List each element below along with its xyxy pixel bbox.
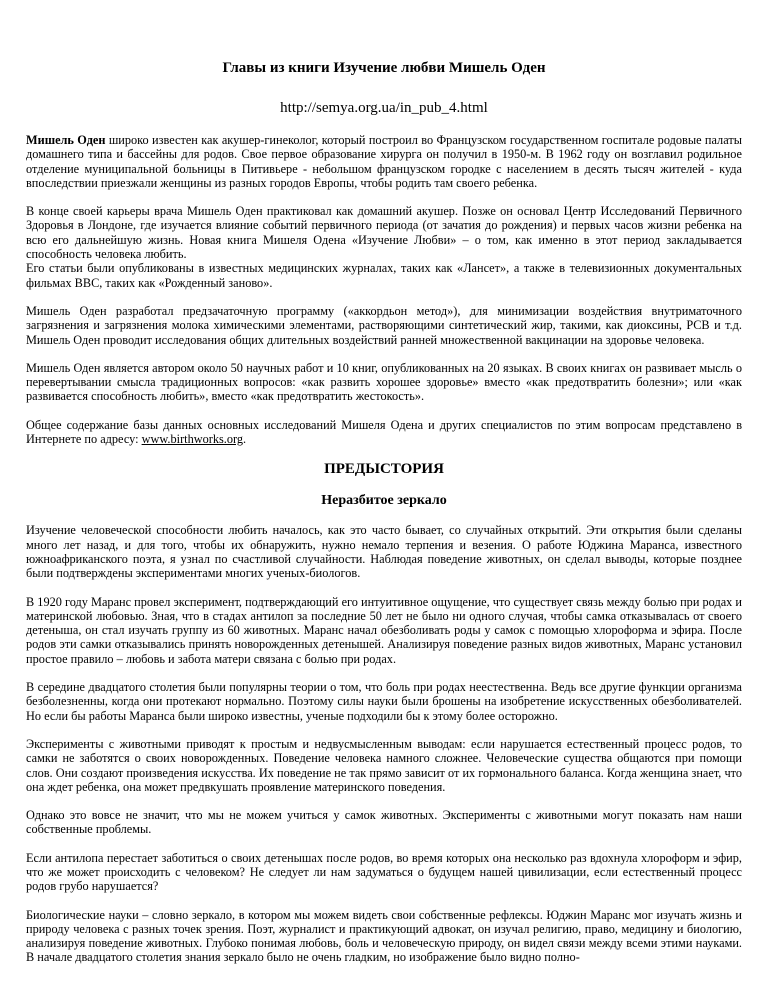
body-paragraph-3: В середине двадцатого столетия были популярны теории о том, что боль при родах неестественна. Ведь все другие функции организма безболезненны, когда они протекают нормально. Поэтому силы науки были брошены на изобретение искусственных обезболивателей. Но если бы работы Маранса были широко известны, ученые подходили бы к этому более осторожно.	[26, 680, 742, 723]
intro-paragraph-2	[26, 204, 742, 290]
intro-paragraph-5-end: .	[243, 432, 247, 447]
body-paragraph-6: Если антилопа перестает заботиться о своих детенышах после родов, во время которых она несколько раз вдохнула хлороформ и эфир, что же может происходить с человеком? Не следует ли нам задуматься о будущем нашей цивилизации, если естественный процесс родов грубо нарушается?	[26, 850, 742, 894]
body-paragraph-4: Эксперименты с животными приводят к простым и недвусмысленным выводам: если нарушается естественный процесс родов, то самки не заботятся о своих новорожденных. Поведение человека намного сложнее. Человеческие существа общаются при помощи слов. Они создают произведения искусства. Их поведение не так прямо зависит от их гормонального баланса. Когда женщина знает, что она ждет ребенка, она может предвкушать проявление материнского поведения.	[26, 736, 742, 794]
intro-paragraph-5	[26, 418, 742, 447]
intro-paragraph-1-text: широко известен как акушер-гинеколог, который построил во Французском государственном госпитале родовые палаты домашнего типа и бассейны для родов. Свое первое образование хирурга он получил в 1950-м. В 1962 году он возглавил родильное отделение муниципальной больницы в Питивьере - небольшом французском городке с населением в десять тысяч жителей - куда впоследствии приезжали женщины из разных городов Европы, чтобы родить там своего ребенка.	[26, 133, 742, 190]
intro-paragraph-2-text: В конце своей карьеры врача Мишель Оден практиковал как домашний акушер. Позже он основал Центр Исследований Первичного Здоровья в Лондоне, где изучается влияние событий первичного периода (от зачатия до рождения) и первых часов жизни ребенка на всю его дальнейшую жизнь. Новая книга Мишеля Одена «Изучение Любви» – о том, как именно в этот период закладывается способность человека любить.	[26, 204, 742, 262]
intro-paragraph-2b-text: Его статьи были опубликованы в известных медицинских журналах, таких как «Лансет», а также в телевизионных документальных фильмах BBC, таких как «Рожденный заново».	[26, 261, 742, 290]
body-paragraph-1: Изучение человеческой способности любить началось, как это часто бывает, со случайных открытий. Эти открытия были сделаны много лет назад, и для того, чтобы их обнаружить, нужно немало терпения и везения. О работе Юджина Мaранса, известного южноафриканского поэта, я узнал по счастливой случайности. Наблюдая поведение животных, он сделал выводы, которые позднее были подтверждены экспериментами многих ученых-биологов.	[26, 523, 742, 581]
body-paragraph-5: Однако это вовсе не значит, что мы не можем учиться у самок животных. Эксперименты с животными могут показать нам наши собственные проблемы.	[26, 808, 742, 837]
intro-paragraph-4: Мишель Оден является автором около 50 научных работ и 10 книг, опубликованных на 20 языках. В своих книгах он развивает мысль о перевертывании смысла традиционных вопросов: «как развить хорошее здоровье» вместо «как предотвратить болезни»; или «как развивается способность любить», вместо «как предотвратить жестокость».	[26, 360, 742, 404]
author-name: Мишель Оден	[26, 133, 106, 147]
document-title: Главы из книги Изучение любви Мишель Оден	[222, 60, 546, 76]
section-subheading: Неразбитое зеркало	[321, 493, 447, 509]
intro-paragraph-5-text: Общее содержание базы данных основных исследований Мишеля Одена и других специалистов по этим вопросам представлено в Интернете по адресу:	[26, 417, 742, 447]
section-heading: ПРЕДЫСТОРИЯ	[324, 461, 444, 478]
body-paragraph-7: Биологические науки – словно зеркало, в котором мы можем видеть свои собственные рефлексы. Юджин Маранс мог изучать жизнь и природу человека с разных точек зрения. Поэт, журналист и практикующий адвокат, он изучал религию, право, медицину и биологию, анализируя поведение животных. Глубоко понимая любовь, боль и человеческую природу, он видел связи между всеми этими науками. В начале двадцатого столетия знания зеркало было не очень гладким, но изображение было видно полно-	[26, 907, 742, 965]
intro-paragraph-3: Мишель Оден разработал предзачаточную программу («аккордьон метод»), для минимизации воздействия внутриматочного загрязнения и загрязнения молока химическими элементами, растворяющими синтетический жир, такими, как диоксины, PCB и т.д. Мишель Оден проводит исследования общих длительных воздействий ранней множественной вакцинации на здоровье человека.	[26, 303, 742, 347]
intro-paragraph-1	[26, 133, 742, 190]
body-paragraph-2: В 1920 году Маранс провел эксперимент, подтверждающий его интуитивное ощущение, что существует связь между болью при родах и материнской любовью. Зная, что в стадах антилоп за последние 50 лет не было ни одного случая, чтобы самка отказывалась от своего детеныша, он стал изучать группу из 60 животных. Маранс начал обезболивать роды у самок с помощью хлороформа и эфира. После родов эти самки отказывались принять новорожденных детенышей. Анализируя поведение разных видов животных, Маранс установил простое правило – любовь и забота матери связана с болью при родах.	[26, 594, 742, 666]
source-url: http://semya.org.ua/in_pub_4.html	[280, 100, 488, 116]
birthworks-link[interactable]: www.birthworks.org	[141, 432, 244, 447]
